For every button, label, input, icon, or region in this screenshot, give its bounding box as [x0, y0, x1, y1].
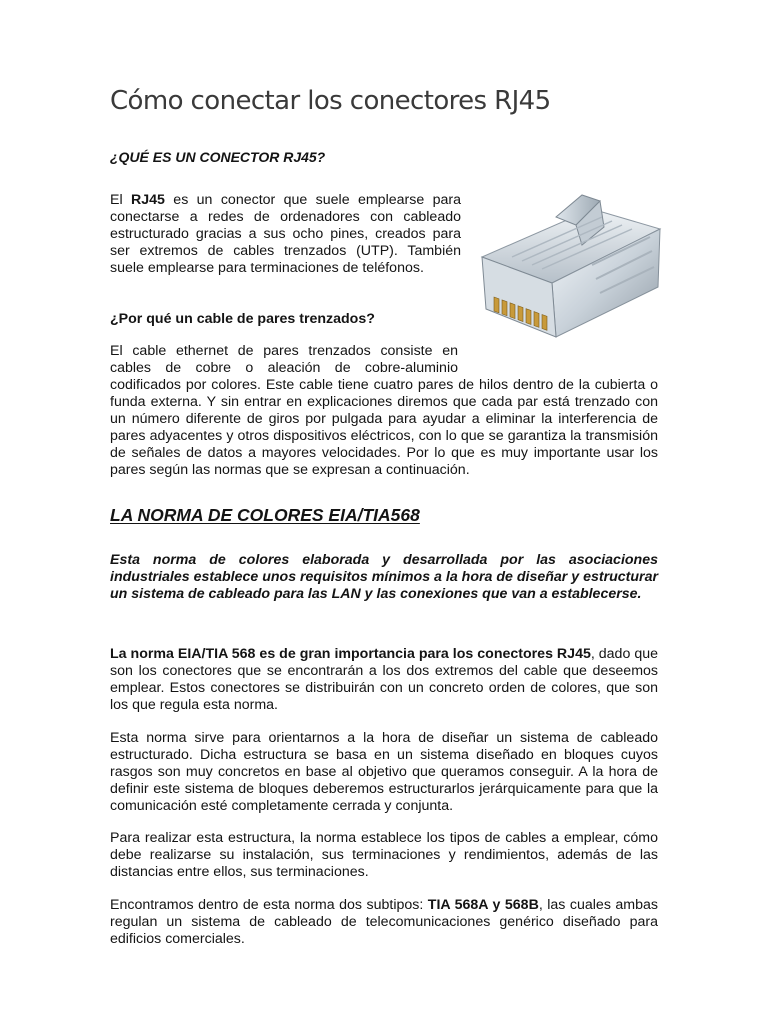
- twisted-pair-paragraph: [110, 343, 658, 479]
- intro-paragraph: [110, 192, 461, 277]
- intro-bold-rj45: RJ45: [131, 192, 165, 208]
- subtypes-rest: , las cuales ambas regulan un sistema de cableado de telecomunicaciones genérico diseñado para edificios comerciales.: [110, 897, 658, 947]
- importance-bold: La norma EIA/TIA 568 es de gran importancia para los conectores RJ45: [110, 646, 591, 662]
- lead-paragraph: Esta norma de colores elaborada y desarrollada por las asociaciones industriales establece unos requisitos mínimos a la hora de diseñar y estructurar un sistema de cableado para las LAN y las conexiones que van a establecerse.: [110, 552, 658, 602]
- rj45-connector-photo: [472, 187, 664, 347]
- importance-paragraph: [110, 646, 658, 714]
- purpose-paragraph: Esta norma sirve para orientarnos a la hora de diseñar un sistema de cableado estructurado. Dicha estructura se basa en un sistema diseñado en bloques cuyos rasgos son muy concretos en base al objetivo que queramos conseguir. A la hora de definir este sistema de bloques deberemos estructurarlos jerárquicamente para que la comunicación esté completamente cerrada y conjunta.: [110, 730, 658, 814]
- twisted-pair-block: [110, 343, 658, 479]
- intro-pre: El: [110, 192, 131, 208]
- heading-what-is-rj45: ¿QUÉ ES UN CONECTOR RJ45?: [110, 149, 326, 165]
- subtypes-pre: Encontramos dentro de esta norma dos subtipos:: [110, 897, 428, 913]
- subtypes-bold: TIA 568A y 568B: [427, 897, 539, 913]
- heading-why-twisted-pair: ¿Por qué un cable de pares trenzados?: [110, 311, 375, 327]
- section-title-color-standard: LA NORMA DE COLORES EIA/TIA568: [110, 505, 420, 525]
- structure-paragraph: Para realizar esta estructura, la norma establece los tipos de cables a emplear, cómo debe realizarse su instalación, sus terminaciones y rendimientos, además de las distancias entre ellos, sus terminaciones.: [110, 830, 658, 880]
- page-title: Cómo conectar los conectores RJ45: [110, 86, 551, 116]
- twisted-pair-text: El cable ethernet de pares trenzados consiste en cables de cobre o aleación de cobre-aluminio codificados por colores. Este cable tiene cuatro pares de hilos dentro de la cubierta o funda externa. Y sin entrar en explicaciones diremos que cada par está trenzado con un número diferente de giros por pulgada para ayudar a eliminar la interferencia de pares adyacentes y otros dispositivos eléctricos, con lo que se garantiza la transmisión de señales de datos a mayores velocidades. Por lo que es muy importante usar los pares según las normas que se expresan a continuación.: [110, 343, 658, 478]
- subtypes-paragraph: [110, 897, 658, 948]
- importance-rest: , dado que son los conectores que se encontrarán a los dos extremos del cable que deseemos emplear. Estos conectores se distribuirán con un concreto orden de colores, que son los que regula esta norma.: [110, 646, 658, 713]
- intro-rest: es un conector que suele emplearse para conectarse a redes de ordenadores con cableado estructurado gracias a sus ocho pines, creados para ser extremos de cables trenzados (UTP). También suele emplearse para terminaciones de teléfonos.: [110, 192, 461, 276]
